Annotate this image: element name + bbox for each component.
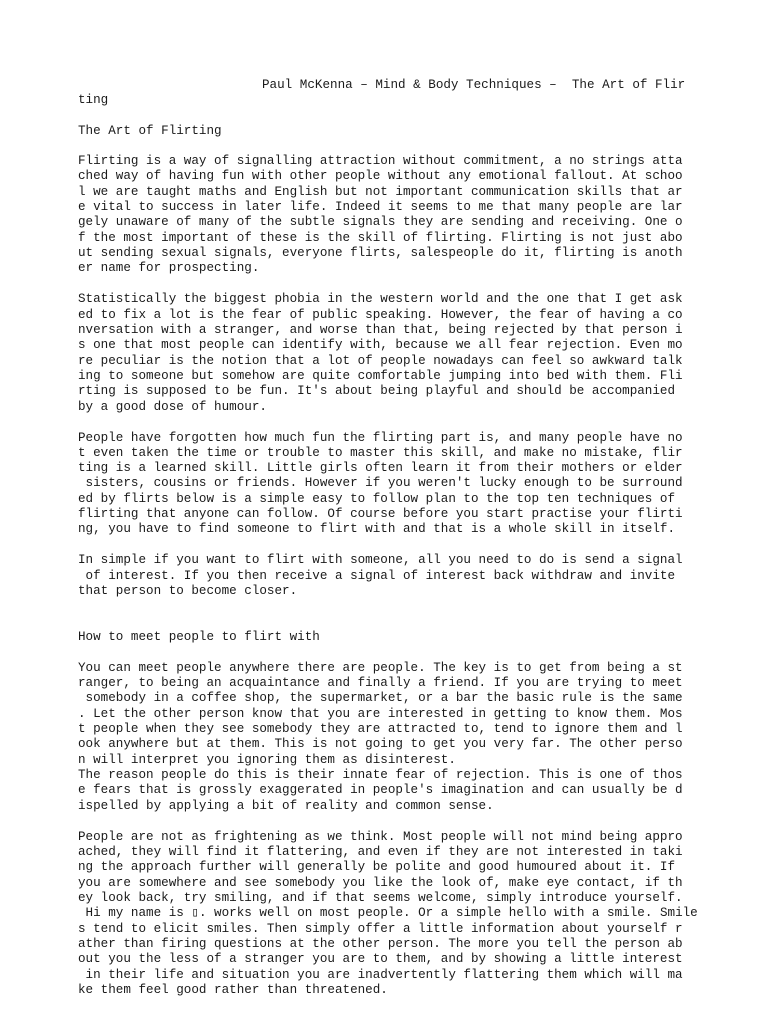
paragraph-1-line: Flirting is a way of signalling attraction without commitment, a no strings atta [78,154,683,168]
section-paragraph-1-line: t people when they see somebody they are attracted to, tend to ignore them and l [78,722,683,736]
paragraph-1-line: er name for prospecting. [78,261,260,275]
paragraph-1-line: ched way of having fun with other people without any emotional fallout. At schoo [78,169,683,183]
paragraph-3-line: ed by flirts below is a simple easy to follow plan to the top ten techniques of [78,492,676,506]
paragraph-2-line: re peculiar is the notion that a lot of people nowadays can feel so awkward talk [78,354,683,368]
running-header: Paul McKenna – Mind & Body Techniques – The Art of Flir [262,78,686,92]
section-paragraph-1-line: ook anywhere but at them. This is not going to get you very far. The other perso [78,737,683,751]
section-paragraph-1-line: e fears that is grossly exaggerated in people's imagination and can usually be d [78,783,683,797]
paragraph-2-line: ing to someone but somehow are quite comfortable jumping into bed with them. Fli [78,369,683,383]
paragraph-2-line: Statistically the biggest phobia in the western world and the one that I get ask [78,292,683,306]
section-paragraph-2-line: ng the approach further will generally be polite and good humoured about it. If [78,860,676,874]
paragraph-2-line: s one that most people can identify with, because we all fear rejection. Even mo [78,338,683,352]
paragraph-1-line: l we are taught maths and English but not important communication skills that ar [78,185,683,199]
section-paragraph-2-line: ke them feel good rather than threatened. [78,983,388,997]
paragraph-3-line: flirting that anyone can follow. Of course before you start practise your flirti [78,507,683,521]
paragraph-3-line: sisters, cousins or friends. However if you weren't lucky enough to be surround [78,476,683,490]
section-paragraph-2-line: s tend to elicit smiles. Then simply offer a little information about yourself r [78,922,683,936]
section-paragraph-1-line: ispelled by applying a bit of reality and common sense. [78,799,494,813]
paragraph-3-line: ting is a learned skill. Little girls often learn it from their mothers or elder [78,461,683,475]
section-paragraph-2-line: People are not as frightening as we think. Most people will not mind being appro [78,830,683,844]
paragraph-3-line: t even taken the time or trouble to master this skill, and make no mistake, flir [78,446,683,460]
paragraph-2-line: nversation with a stranger, and worse than that, being rejected by that person i [78,323,683,337]
section-paragraph-1-line: somebody in a coffee shop, the supermarket, or a bar the basic rule is the same [78,691,683,705]
section-paragraph-1-line: You can meet people anywhere there are people. The key is to get from being a st [78,661,683,675]
section-paragraph-2-line: in their life and situation you are inadvertently flattering them which will ma [78,968,683,982]
section-paragraph-1-line: . Let the other person know that you are interested in getting to know them. Mos [78,707,683,721]
paragraph-1-line: e vital to success in later life. Indeed it seems to me that many people are lar [78,200,683,214]
section-paragraph-2-line: Hi my name is ▯. works well on most people. Or a simple hello with a smile. Smile [78,906,698,920]
section-paragraph-2-line: ached, they will find it flattering, and even if they are not interested in taki [78,845,683,859]
paragraph-4-line: In simple if you want to flirt with someone, all you need to do is send a signal [78,553,683,567]
section-paragraph-1-line: n will interpret you ignoring them as disinterest. [78,753,456,767]
running-header-continuation: ting [78,93,109,107]
paragraph-4-line: that person to become closer. [78,584,298,598]
paragraph-2-line: rting is supposed to be fun. It's about being playful and should be accompanied [78,384,676,398]
paragraph-2-line: by a good dose of humour. [78,400,267,414]
section-paragraph-2-line: ey look back, try smiling, and if that seems welcome, simply introduce yourself. [78,891,683,905]
section-heading: How to meet people to flirt with [78,630,320,644]
paragraph-4-line: of interest. If you then receive a signal of interest back withdraw and invite [78,569,676,583]
section-paragraph-2-line: ather than firing questions at the other person. The more you tell the person ab [78,937,683,951]
paragraph-3-line: People have forgotten how much fun the flirting part is, and many people have no [78,431,683,445]
section-paragraph-1-line: ranger, to being an acquaintance and finally a friend. If you are trying to meet [78,676,683,690]
document-title: The Art of Flirting [78,124,222,138]
paragraph-3-line: ng, you have to find someone to flirt with and that is a whole skill in itself. [78,522,676,536]
paragraph-1-line: gely unaware of many of the subtle signals they are sending and receiving. One o [78,215,683,229]
paragraph-1-line: ut sending sexual signals, everyone flirts, salespeople do it, flirting is anoth [78,246,683,260]
section-paragraph-2-line: out you the less of a stranger you are to them, and by showing a little interest [78,952,683,966]
paragraph-1-line: f the most important of these is the skill of flirting. Flirting is not just abo [78,231,683,245]
section-paragraph-2-line: you are somewhere and see somebody you like the look of, make eye contact, if th [78,876,683,890]
paragraph-2-line: ed to fix a lot is the fear of public speaking. However, the fear of having a co [78,308,683,322]
section-paragraph-1-line: The reason people do this is their innate fear of rejection. This is one of thos [78,768,683,782]
